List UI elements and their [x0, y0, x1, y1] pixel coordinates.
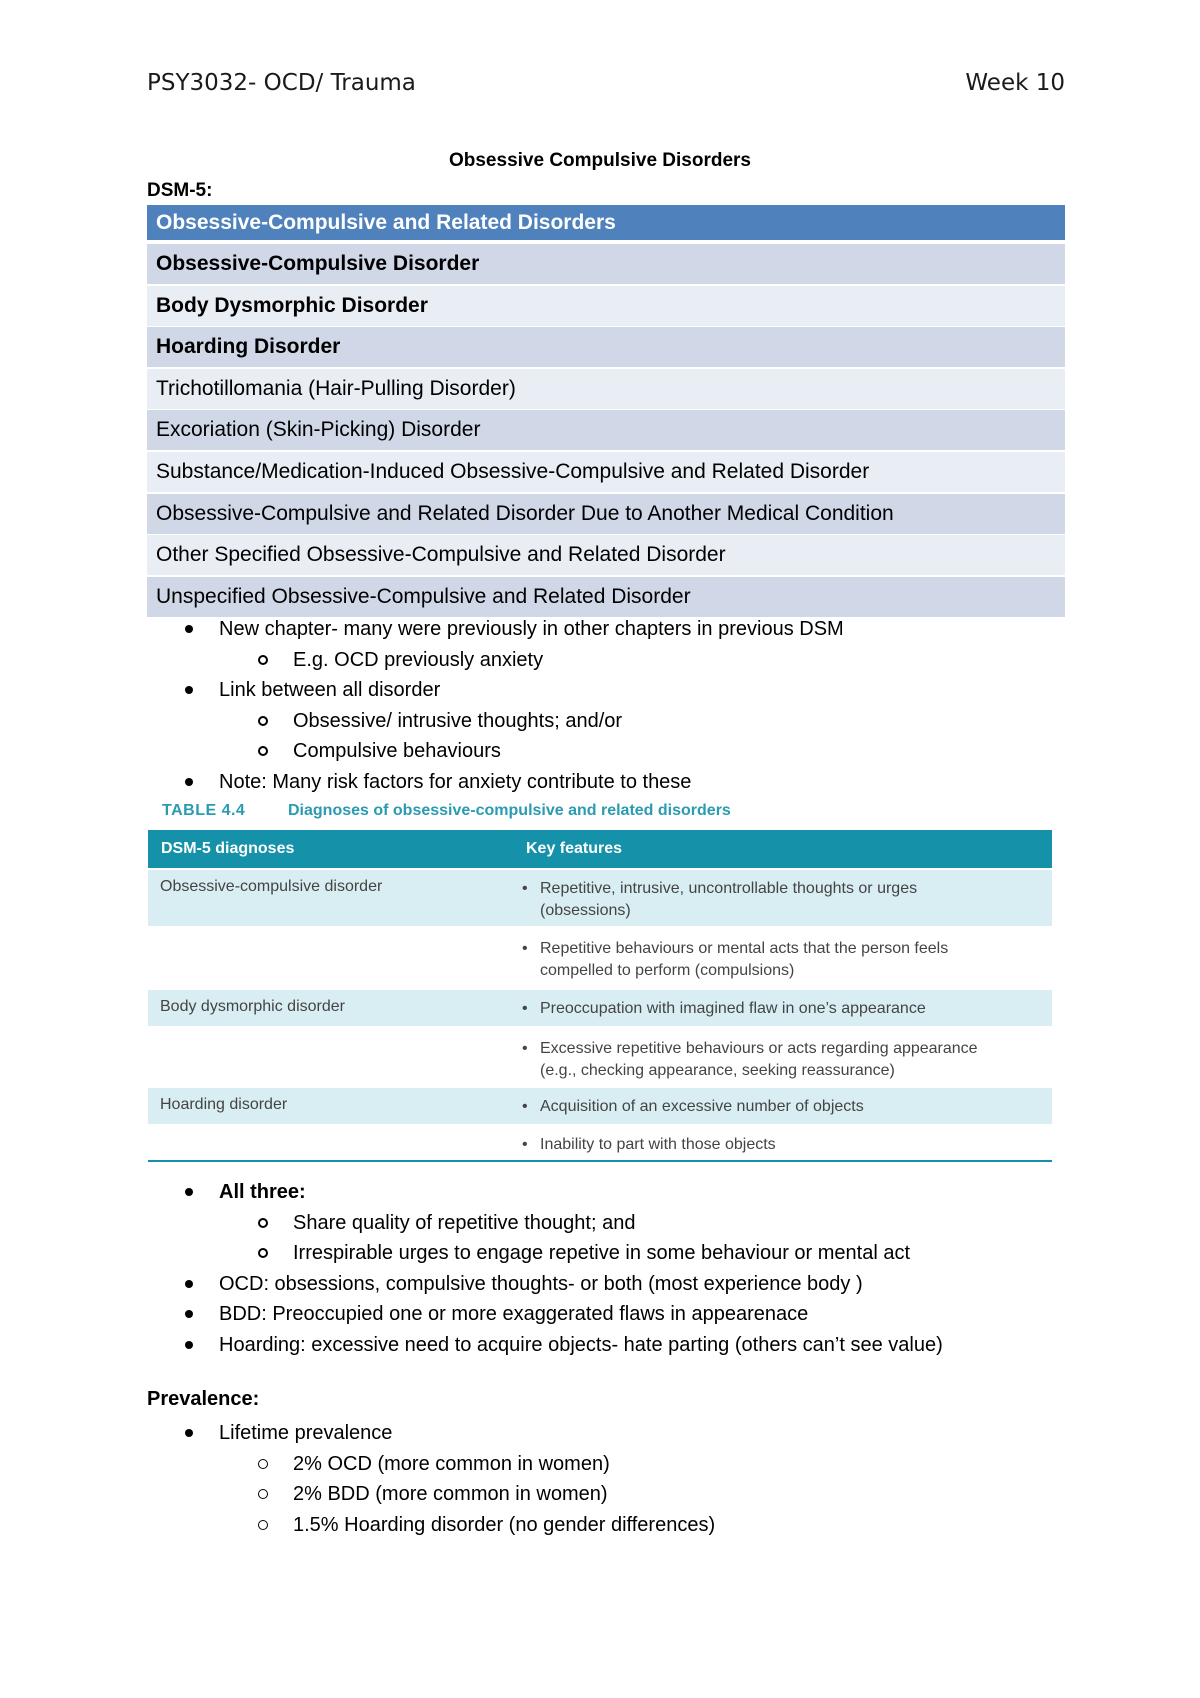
- table-row: [148, 1088, 1052, 1124]
- table-row: [148, 930, 1052, 986]
- list-item: Link between all disorder: [147, 675, 1107, 706]
- page-title: Obsessive Compulsive Disorders: [448, 150, 751, 171]
- table-row: [148, 870, 1052, 926]
- dsm-table-row: Other Specified Obsessive-Compulsive and Related Disorder: [147, 535, 1065, 575]
- feature-line: • Excessive repetitive behaviours or acts regarding appearance: [540, 1040, 978, 1057]
- list-item: BDD: Preoccupied one or more exaggerated flaws in appearenace: [147, 1299, 1107, 1330]
- feature-line: (obsessions): [540, 902, 631, 919]
- dsm-table-row: Obsessive-Compulsive Disorder: [147, 244, 1065, 284]
- table-bottom-rule: [148, 1160, 1052, 1162]
- feature-cell: [524, 878, 1034, 922]
- column-header: Key features: [526, 840, 623, 857]
- list-item: Compulsive behaviours: [147, 736, 1107, 767]
- list-item: Share quality of repetitive thought; and: [147, 1208, 1107, 1239]
- dsm-table-row: Trichotillomania (Hair-Pulling Disorder): [147, 369, 1065, 409]
- feature-cell: [524, 938, 1034, 982]
- diagnosis-cell: Body dysmorphic disorder: [160, 998, 345, 1015]
- list-item: All three:: [147, 1177, 1107, 1208]
- list-item: Irrespirable urges to engage repetive in some behaviour or mental act: [147, 1238, 1107, 1269]
- feature-line: • Repetitive, intrusive, uncontrollable thoughts or urges: [540, 880, 918, 897]
- list-item: 2% OCD (more common in women): [147, 1449, 1107, 1480]
- summary-list: [147, 1177, 1107, 1360]
- feature-cell: [524, 1096, 1034, 1118]
- table-row: [148, 1030, 1052, 1086]
- table-4-4: [148, 796, 1052, 1153]
- diagnosis-cell: Obsessive-compulsive disorder: [160, 878, 383, 895]
- page-header: [147, 70, 1065, 100]
- dsm-table-row: Obsessive-Compulsive and Related Disorder Due to Another Medical Condition: [147, 494, 1065, 534]
- list-item: E.g. OCD previously anxiety: [147, 645, 1107, 676]
- feature-line: • Acquisition of an excessive number of objects: [540, 1098, 864, 1115]
- list-item: 2% BDD (more common in women): [147, 1479, 1107, 1510]
- feature-cell: [524, 1134, 1034, 1156]
- table-title: Diagnoses of obsessive-compulsive and related disorders: [288, 802, 731, 819]
- table-row: [148, 1126, 1052, 1160]
- prevalence-heading: Prevalence:: [147, 1388, 260, 1410]
- notes-list: [147, 614, 1107, 797]
- feature-cell: [524, 998, 1034, 1020]
- dsm-table-row: Unspecified Obsessive-Compulsive and Related Disorder: [147, 577, 1065, 617]
- feature-line: compelled to perform (compulsions): [540, 962, 795, 979]
- diagnosis-cell: Hoarding disorder: [160, 1096, 288, 1113]
- list-item: 1.5% Hoarding disorder (no gender differences): [147, 1510, 1107, 1541]
- list-item: New chapter- many were previously in other chapters in previous DSM: [147, 614, 1107, 645]
- dsm-table-row: Hoarding Disorder: [147, 327, 1065, 367]
- list-item: OCD: obsessions, compulsive thoughts- or both (most experience body ): [147, 1269, 1107, 1300]
- feature-cell: [524, 1038, 1034, 1082]
- table-caption: [148, 796, 1052, 828]
- dsm-table-heading: Obsessive-Compulsive and Related Disorders: [147, 205, 1065, 240]
- feature-line: • Repetitive behaviours or mental acts that the person feels: [540, 940, 949, 957]
- prevalence-list: [147, 1418, 1107, 1540]
- feature-line: • Inability to part with those objects: [540, 1136, 776, 1153]
- column-header: DSM-5 diagnoses: [161, 840, 295, 857]
- dsm-label: DSM-5:: [147, 180, 213, 201]
- table-row: [148, 990, 1052, 1026]
- list-item: Hoarding: excessive need to acquire objects- hate parting (others can’t see value): [147, 1330, 1107, 1361]
- feature-line: • Preoccupation with imagined flaw in one’s appearance: [540, 1000, 926, 1017]
- list-item: Note: Many risk factors for anxiety contribute to these: [147, 767, 1107, 798]
- list-item: Obsessive/ intrusive thoughts; and/or: [147, 706, 1107, 737]
- course-title: PSY3032- OCD/ Trauma: [147, 70, 416, 96]
- table-number: TABLE 4.4: [162, 802, 246, 819]
- week-label: Week 10: [965, 70, 1065, 96]
- dsm-disorders-table: [147, 205, 1065, 618]
- table-header: [148, 830, 1052, 868]
- dsm-table-row: Body Dysmorphic Disorder: [147, 286, 1065, 326]
- feature-line: (e.g., checking appearance, seeking reassurance): [540, 1062, 895, 1079]
- list-item: Lifetime prevalence: [147, 1418, 1107, 1449]
- dsm-table-row: Excoriation (Skin-Picking) Disorder: [147, 410, 1065, 450]
- dsm-table-row: Substance/Medication-Induced Obsessive-Compulsive and Related Disorder: [147, 452, 1065, 492]
